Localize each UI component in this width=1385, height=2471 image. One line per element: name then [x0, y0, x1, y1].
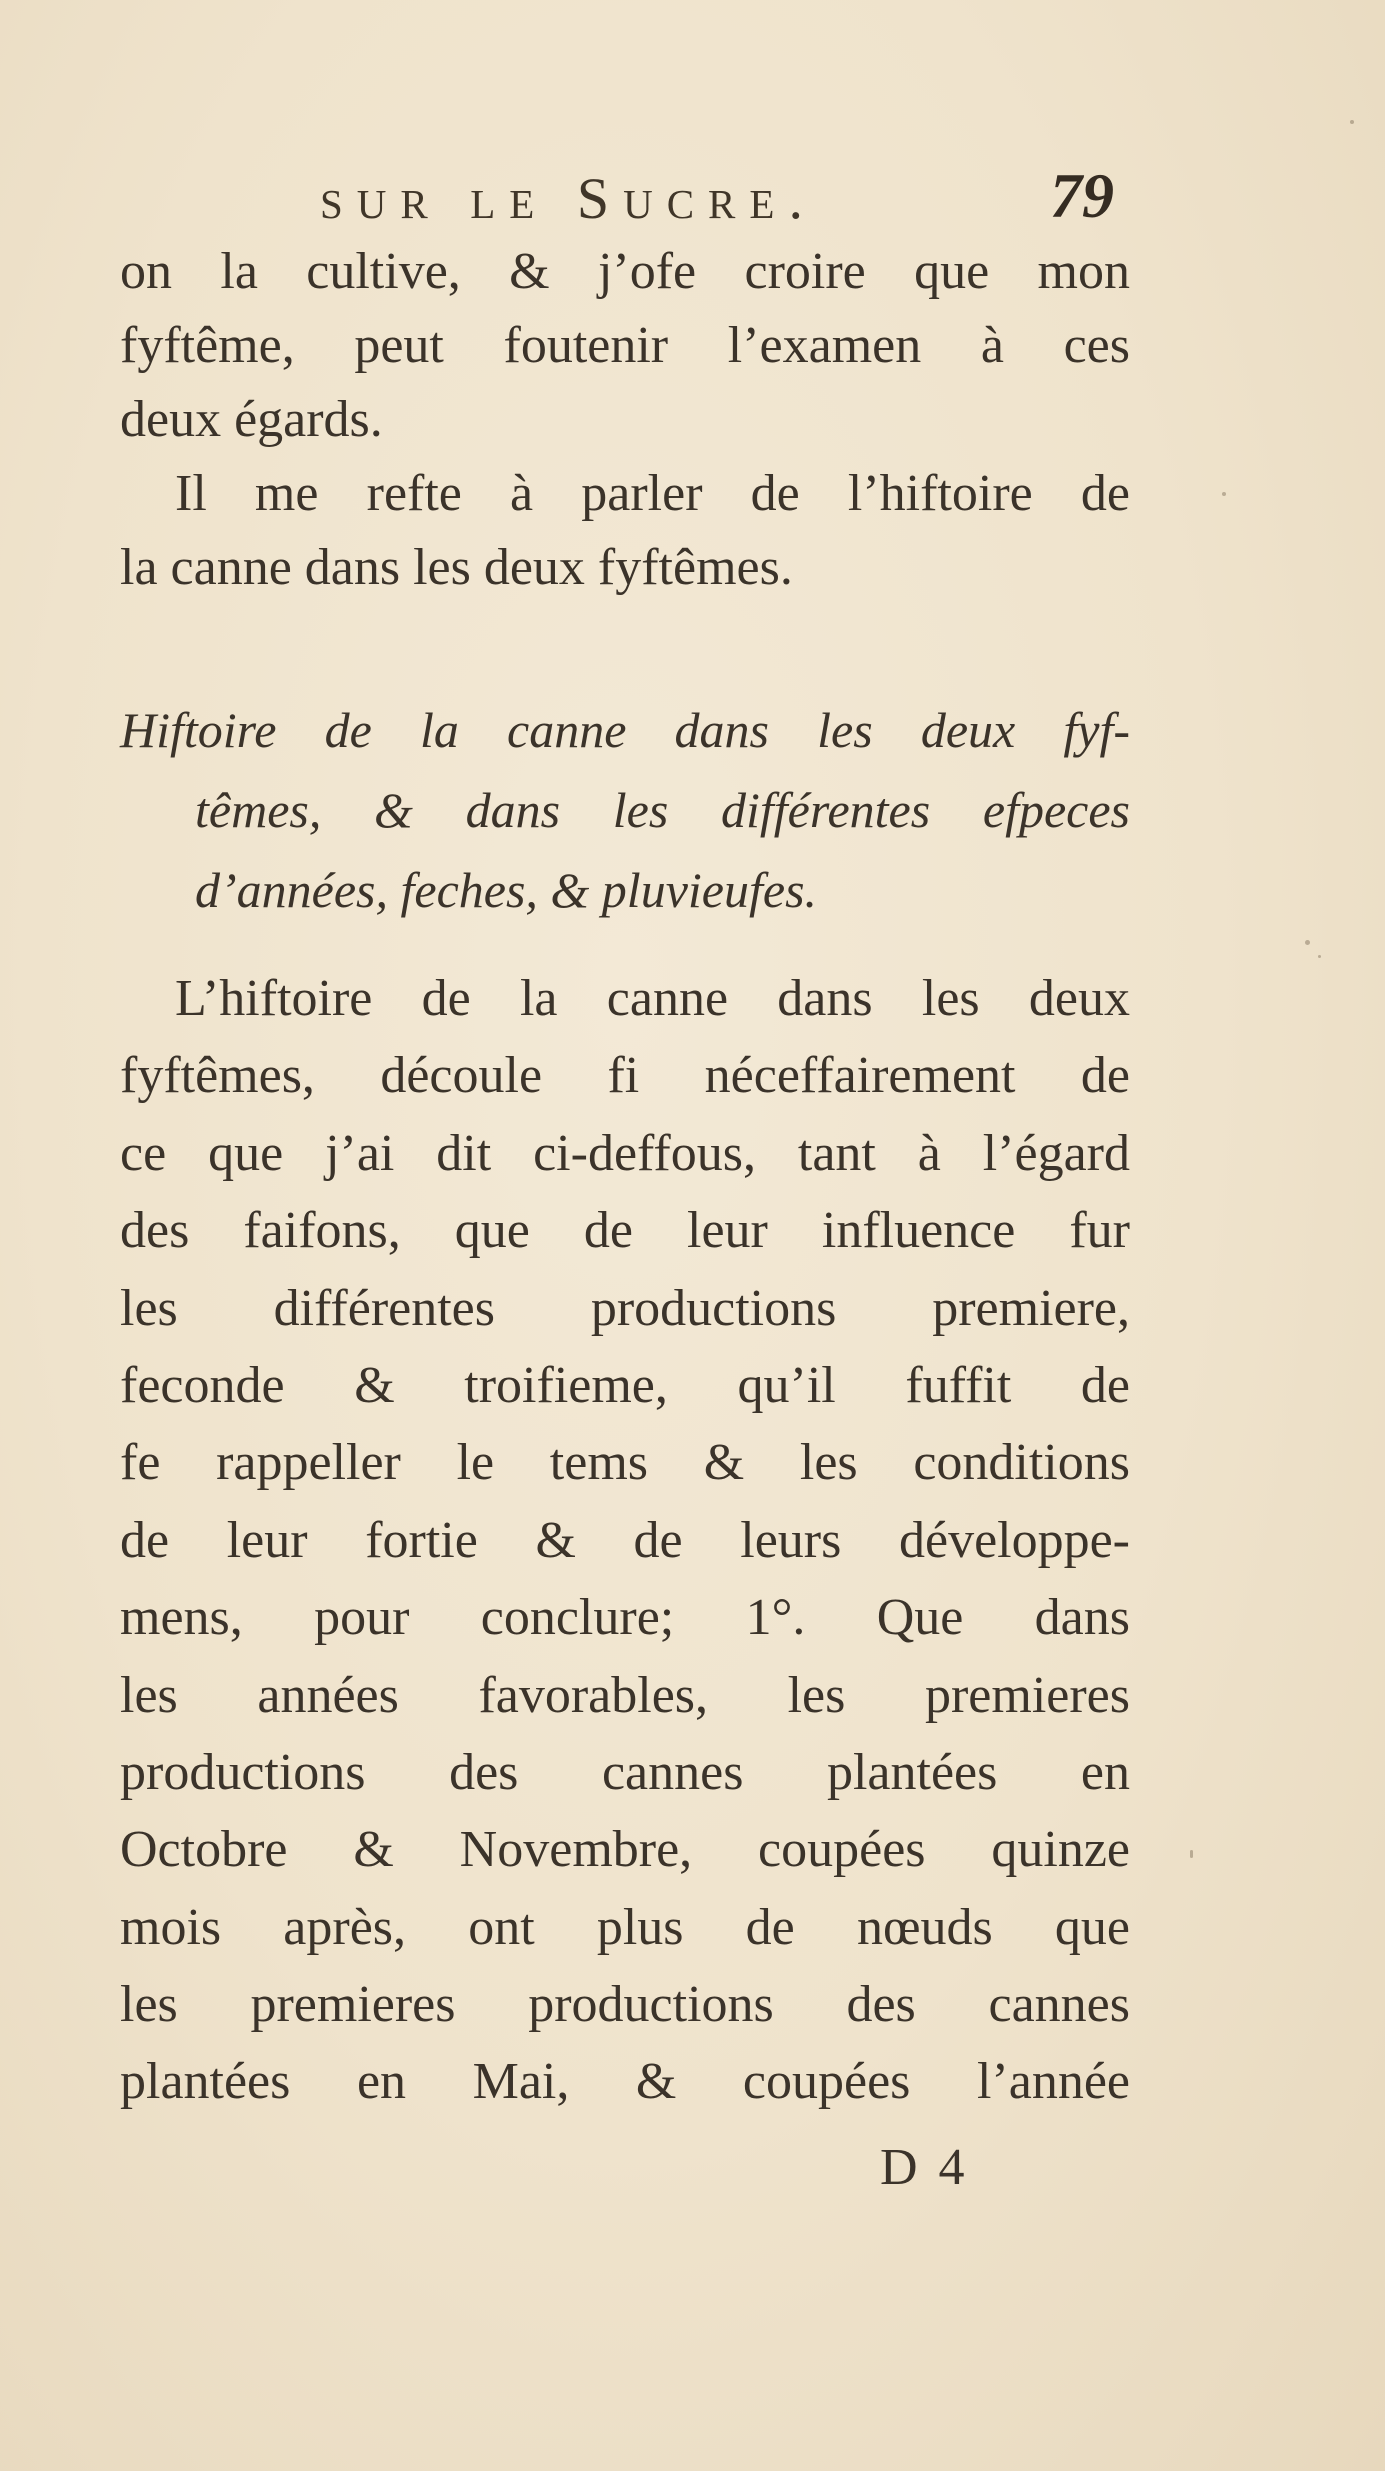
paper-speck: [1222, 492, 1226, 496]
text-line: fe rappeller le tems & les conditions: [120, 1434, 1130, 1492]
text-line: Il me refte à parler de l’hiftoire de: [175, 465, 1130, 522]
text-line: les différentes productions premiere,: [120, 1279, 1130, 1337]
text-line: de leur fortie & de leurs développe-: [120, 1511, 1130, 1569]
signature-mark: D 4: [880, 2139, 969, 2196]
page-header: [120, 160, 1120, 245]
text-line: mois après, ont plus de nœuds que: [120, 1898, 1130, 1956]
text-line: deux égards.: [120, 391, 383, 448]
text-line: les années favorables, les premieres: [120, 1666, 1130, 1724]
text-line: ce que j’ai dit ci-deffous, tant à l’égard: [120, 1124, 1130, 1182]
text-line: plantées en Mai, & coupées l’année: [120, 2053, 1130, 2111]
paper-speck: [1190, 1850, 1193, 1858]
text-line: mens, pour conclure; 1°. Que dans: [120, 1589, 1130, 1647]
text-line: des faifons, que de leur influence fur: [120, 1202, 1130, 1260]
heading-line: Hiftoire de la canne dans les deux fyf-: [120, 702, 1130, 758]
text-line: fyftêmes, découle fi néceffairement de: [120, 1047, 1130, 1105]
paper-speck: [1305, 940, 1310, 945]
text-line: productions des cannes plantées en: [120, 1743, 1130, 1801]
paper-speck: [1318, 955, 1321, 958]
heading-line: têmes, & dans les différentes efpeces: [195, 782, 1130, 838]
text-line: la canne dans les deux fyftêmes.: [120, 539, 793, 596]
text-line: fyftême, peut foutenir l’examen à ces: [120, 317, 1130, 374]
text-line: on la cultive, & j’ofe croire que mon: [120, 243, 1130, 300]
heading-line: d’années, feches, & pluvieufes.: [195, 862, 818, 918]
paper-speck: [1350, 120, 1354, 124]
section-heading: [120, 690, 1130, 930]
text-line: les premieres productions des cannes: [120, 1976, 1130, 2034]
page-number: 79: [1050, 160, 1114, 231]
opening-text: [120, 235, 1130, 605]
text-line: feconde & troifieme, qu’il fuffit de: [120, 1356, 1130, 1414]
main-paragraph: [120, 960, 1130, 2121]
text-line: L’hiftoire de la canne dans les deux: [175, 970, 1130, 1027]
text-line: Octobre & Novembre, coupées quinze: [120, 1821, 1130, 1879]
running-title: sur le Sucre.: [320, 166, 817, 231]
